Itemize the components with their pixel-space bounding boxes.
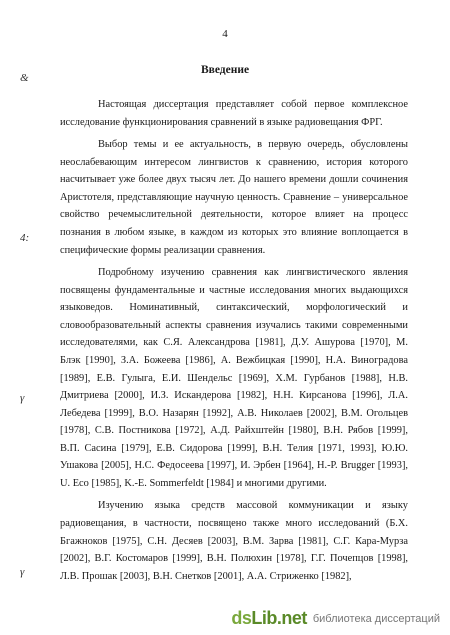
logo-prefix: ds (231, 608, 252, 628)
margin-mark: & (20, 72, 29, 84)
dslib-logo (231, 608, 307, 629)
document-body (60, 96, 408, 590)
watermark (231, 608, 440, 629)
margin-mark: 4: (20, 232, 30, 244)
margin-mark: γ (20, 392, 25, 404)
margin-mark: γ (20, 566, 25, 578)
logo-suffix: Lib.net (251, 608, 307, 628)
paragraph-relevance: Выбор темы и ее актуальность, в первую очередь, обусловлены неослабевающим интересом лингвистов к сравнению, история которого насчитывает уже более двух тысяч лет. До нашего времени дошли сочинения Аристотеля, представляющие научную ценность. Сравнение – универсальное свойство речемыслительной деятельности, которое влияет на процесс познания в любом языке, в каждом из которых это влияние воплощается в специфические формы реализации сравнения. (60, 138, 408, 256)
page-number: 4 (222, 28, 228, 40)
paragraph-researchers: Подробному изучению сравнения как лингвистического явления посвящены фундаментальные и частные исследования многих выдающихся языковедов. Номинативный, синтаксический, морфологический и словообразовательный аспекты сравнения изучались такими современными исследователями, как С.Я. Александрова [1981], Д.У. Ашурова [1970], М. Блэк [1990], З.А. Божеева [1986], А. Вежбицкая [1990], Н.А. Виноградова [1989], Е.В. Гулыга, Е.И. Шендельс [1969], Х.М. Гурбанов [1988], Н.В. Дмитриева [2000], И.З. Искандерова [1982], Н.Н. Кирсанова [1996], Л.А. Лебедева [1999], В.О. Назарян [1992], А.В. Николаев [2002], В.М. Огольцев [1978], С.В. Постникова [1972], А.Д. Райхштейн [1980], В.Н. Рябов [1999], В.П. Сасина [1979], Е.В. Сидорова [1999], В.Н. Телия [1971, 1993], Ю.Ю. Ушакова [2005], Н.С. Федосеева [1997], И. Эрбен [1964], Н.-Р. Brugger [1993], U. Eco [1985], K.-E. Sommerfeldt [1984] и многими другими. (60, 266, 408, 490)
paragraph-intro: Настоящая диссертация представляет собой первое комплексное исследование функционирования сравнений в языке радиовещания ФРГ. (60, 99, 408, 128)
paragraph-media-studies: Изучению языка средств массовой коммуникации и языку радиовещания, в частности, посвящено также много исследований (Б.Х. Бгажноков [1975], С.Н. Десяев [2003], В.М. Зарва [1981], С.Г. Кара-Мурза [2002], В.Г. Костомаров [1999], В.Н. Полюхин [1978], Г.Г. Почепцов [1998], Л.В. Прошак [2003], В.Н. Снетков [2001], А.А. Стриженко [1982], (60, 500, 408, 582)
watermark-caption: библиотека диссертаций (312, 612, 440, 625)
page-title: Введение (200, 64, 250, 76)
